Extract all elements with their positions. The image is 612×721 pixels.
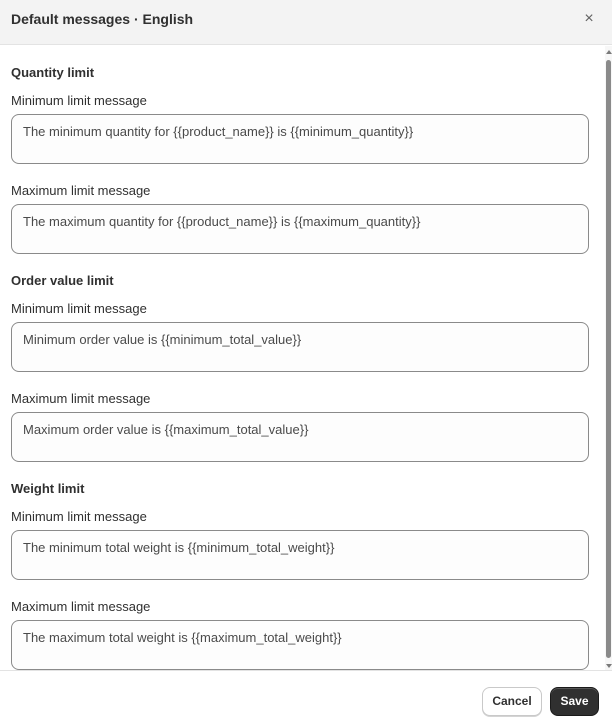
quantity-min-label: Minimum limit message (11, 93, 147, 108)
section-title-weight-limit: Weight limit (11, 481, 85, 496)
close-icon[interactable]: × (584, 10, 594, 27)
scrollbar-thumb[interactable] (606, 60, 611, 658)
modal-footer (0, 670, 612, 721)
quantity-max-message-field[interactable]: The maximum quantity for {{product_name}} is {{maximum_quantity}} (11, 204, 589, 254)
section-title-order-value-limit: Order value limit (11, 273, 114, 288)
order-value-min-message-field[interactable]: Minimum order value is {{minimum_total_value}} (11, 322, 589, 372)
quantity-min-message-field[interactable]: The minimum quantity for {{product_name}} is {{minimum_quantity}} (11, 114, 589, 164)
cancel-button[interactable]: Cancel (482, 687, 542, 716)
modal-title: Default messages · English (11, 11, 194, 27)
save-button[interactable]: Save (550, 687, 599, 716)
vertical-scrollbar[interactable] (605, 46, 612, 670)
order-value-min-label: Minimum limit message (11, 301, 147, 316)
order-value-max-label: Maximum limit message (11, 391, 151, 406)
order-value-max-message-field[interactable]: Maximum order value is {{maximum_total_value}} (11, 412, 589, 462)
quantity-max-label: Maximum limit message (11, 183, 151, 198)
weight-max-message-field[interactable]: The maximum total weight is {{maximum_total_weight}} (11, 620, 589, 670)
scroll-down-arrow-icon[interactable] (606, 664, 612, 668)
scroll-up-arrow-icon[interactable] (606, 50, 612, 54)
modal-body (0, 46, 604, 670)
weight-max-label: Maximum limit message (11, 599, 151, 614)
weight-min-label: Minimum limit message (11, 509, 147, 524)
section-title-quantity-limit: Quantity limit (11, 65, 95, 80)
weight-min-message-field[interactable]: The minimum total weight is {{minimum_total_weight}} (11, 530, 589, 580)
modal-header (0, 0, 612, 45)
